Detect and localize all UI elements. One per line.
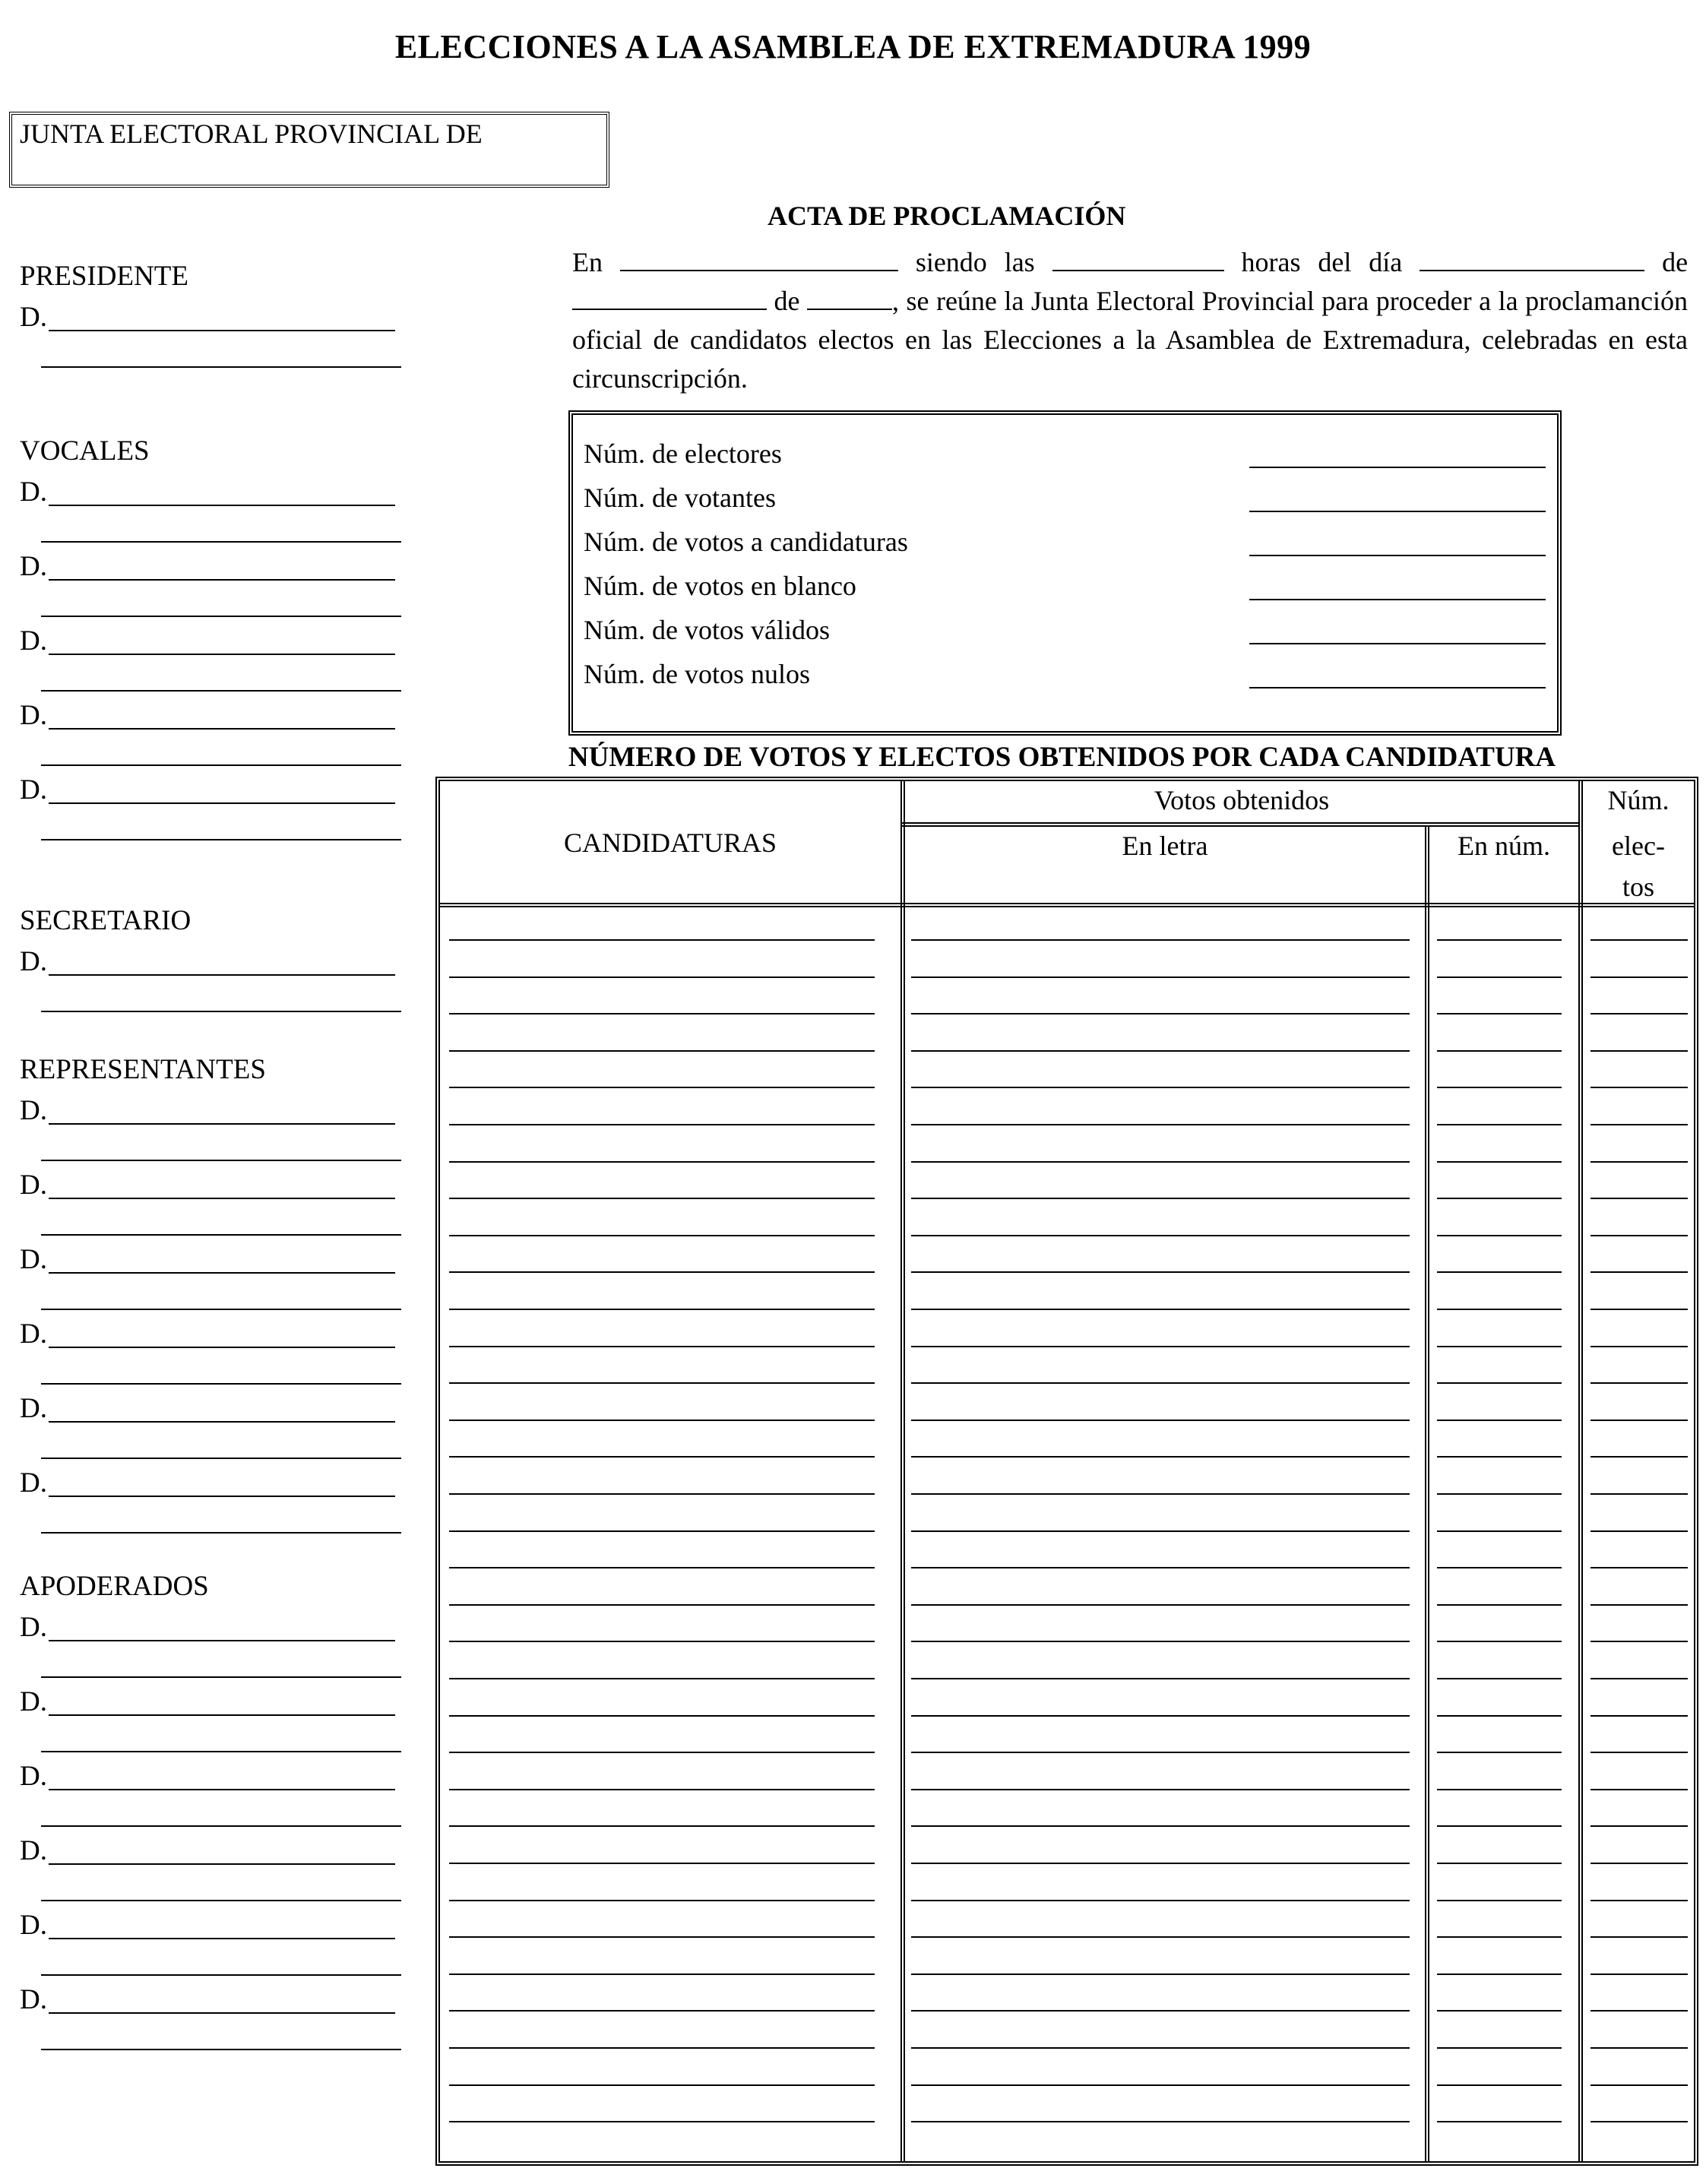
apoderados-name-field-line2[interactable] (41, 2049, 401, 2050)
horas-blank[interactable] (1052, 247, 1224, 271)
row-field-en-letra[interactable] (911, 1715, 1410, 1717)
apoderados-name-label: D. (20, 1761, 47, 1792)
row-field-num-electos[interactable] (1590, 1530, 1688, 1532)
apoderados-name-label: D. (20, 1686, 47, 1717)
acta-word-horas: horas del día (1241, 247, 1403, 277)
acta-title: ACTA DE PROCLAMACIÓN (768, 201, 1126, 231)
row-field-num-electos[interactable] (1590, 976, 1688, 978)
row-field-num-electos[interactable] (1590, 1050, 1688, 1052)
row-field-candidatura[interactable] (449, 1974, 875, 1975)
vocales-name-field[interactable] (49, 505, 395, 506)
acta-word-en: En (572, 247, 603, 277)
row-field-en-letra[interactable] (911, 1235, 1410, 1236)
representantes-name-field-line2[interactable] (41, 1532, 401, 1534)
stat-votos-blanco-field[interactable] (1249, 599, 1546, 600)
vocales-name-field-line2[interactable] (41, 541, 401, 543)
stat-votos-blanco: Núm. de votos en blanco (584, 571, 856, 601)
row-field-num-electos[interactable] (1590, 1825, 1688, 1827)
row-field-en-letra[interactable] (911, 1050, 1410, 1052)
row-field-num-electos[interactable] (1590, 1567, 1688, 1568)
apoderados-name-label: D. (20, 1984, 47, 2015)
row-field-en-num[interactable] (1437, 1420, 1562, 1421)
col-candidaturas: CANDIDATURAS (563, 828, 777, 858)
row-field-num-electos[interactable] (1590, 1752, 1688, 1753)
row-field-en-num[interactable] (1437, 1641, 1562, 1642)
stat-electores-field[interactable] (1249, 467, 1546, 468)
row-field-en-letra[interactable] (911, 1789, 1410, 1790)
apoderados-name-field[interactable] (49, 1789, 395, 1790)
row-field-candidatura[interactable] (449, 1604, 875, 1606)
apoderados-name-field-line2[interactable] (41, 1751, 401, 1752)
lugar-blank[interactable] (620, 247, 898, 271)
vocales-name-field-line2[interactable] (41, 690, 401, 692)
row-field-en-num[interactable] (1437, 1309, 1562, 1310)
row-field-en-num[interactable] (1437, 1863, 1562, 1864)
row-field-en-num[interactable] (1437, 2084, 1562, 2086)
row-field-en-num[interactable] (1437, 1678, 1562, 1679)
apoderados-name-field[interactable] (49, 1938, 395, 1939)
row-field-en-letra[interactable] (911, 1678, 1410, 1679)
row-field-en-letra[interactable] (911, 2010, 1410, 2011)
row-field-en-num[interactable] (1437, 1825, 1562, 1827)
representantes-name-field-line2[interactable] (41, 1309, 401, 1310)
row-field-candidatura[interactable] (449, 1900, 875, 1901)
row-field-en-num[interactable] (1437, 1161, 1562, 1163)
row-field-en-letra[interactable] (911, 1198, 1410, 1199)
row-field-en-letra[interactable] (911, 1420, 1410, 1421)
row-field-num-electos[interactable] (1590, 2047, 1688, 2049)
col-en-letra: En letra (1122, 831, 1208, 861)
secretario-name-field[interactable] (49, 974, 395, 976)
row-field-candidatura[interactable] (449, 1013, 875, 1014)
row-field-candidatura[interactable] (449, 1309, 875, 1310)
row-field-num-electos[interactable] (1590, 2084, 1688, 2086)
row-field-en-letra[interactable] (911, 2121, 1410, 2122)
row-field-en-num[interactable] (1437, 1936, 1562, 1938)
row-field-candidatura[interactable] (449, 1863, 875, 1864)
secretario-name-field-line2[interactable] (41, 1011, 401, 1012)
row-field-en-num[interactable] (1437, 1493, 1562, 1495)
row-field-en-letra[interactable] (911, 1567, 1410, 1568)
row-field-en-num[interactable] (1437, 1752, 1562, 1753)
row-field-candidatura[interactable] (449, 976, 875, 978)
row-field-candidatura[interactable] (449, 1087, 875, 1088)
row-field-candidatura[interactable] (449, 1346, 875, 1347)
document-title: ELECCIONES A LA ASAMBLEA DE EXTREMADURA 1999 (394, 28, 1312, 65)
presidente-name-label: D. (20, 302, 47, 333)
heading-apoderados: APODERADOS (20, 1571, 209, 1602)
apoderados-name-field-line2[interactable] (41, 1900, 401, 1901)
apoderados-name-label: D. (20, 1910, 47, 1941)
row-field-en-letra[interactable] (911, 1346, 1410, 1347)
apoderados-name-label: D. (20, 1835, 47, 1866)
row-field-candidatura[interactable] (449, 1456, 875, 1458)
acta-text-rest: , se reúne la Junta Electoral Provincial para proceder a la proclamanción oficial de candidatos electos en las Elecciones a la Asamblea de Extremadura, celebradas en esta circunscripción. (572, 286, 1688, 394)
row-field-en-letra[interactable] (911, 939, 1410, 941)
row-field-candidatura[interactable] (449, 939, 875, 941)
vocales-name-field[interactable] (49, 728, 395, 730)
vocales-name-label: D. (20, 700, 47, 731)
row-field-num-electos[interactable] (1590, 1161, 1688, 1163)
row-field-en-letra[interactable] (911, 1493, 1410, 1495)
stat-votos-nulos-field[interactable] (1249, 687, 1546, 688)
row-field-en-letra[interactable] (911, 1604, 1410, 1606)
row-field-candidatura[interactable] (449, 1825, 875, 1827)
row-field-num-electos[interactable] (1590, 1271, 1688, 1273)
row-field-en-letra[interactable] (911, 1936, 1410, 1938)
row-field-en-num[interactable] (1437, 1789, 1562, 1790)
apoderados-name-field[interactable] (49, 1640, 395, 1641)
row-field-candidatura[interactable] (449, 1567, 875, 1568)
row-field-candidatura[interactable] (449, 1715, 875, 1717)
apoderados-name-field[interactable] (49, 2012, 395, 2014)
row-field-en-letra[interactable] (911, 2084, 1410, 2086)
header-subline (900, 822, 1578, 827)
row-field-en-letra[interactable] (911, 1863, 1410, 1864)
row-field-en-num[interactable] (1437, 1456, 1562, 1458)
vocales-name-label: D. (20, 476, 47, 508)
representantes-name-field[interactable] (49, 1347, 395, 1348)
heading-vocales: VOCALES (20, 435, 150, 467)
col-sep-3 (1578, 781, 1583, 2161)
row-field-en-letra[interactable] (911, 976, 1410, 978)
row-field-num-electos[interactable] (1590, 2121, 1688, 2122)
stat-votantes: Núm. de votantes (584, 483, 776, 513)
row-field-en-num[interactable] (1437, 1604, 1562, 1606)
row-field-candidatura[interactable] (449, 1752, 875, 1753)
row-field-candidatura[interactable] (449, 2084, 875, 2086)
representantes-name-field-line2[interactable] (41, 1458, 401, 1459)
row-field-en-letra[interactable] (911, 1124, 1410, 1125)
row-field-en-num[interactable] (1437, 939, 1562, 941)
row-field-en-letra[interactable] (911, 1271, 1410, 1273)
representantes-name-field[interactable] (49, 1496, 395, 1497)
row-field-en-num[interactable] (1437, 976, 1562, 978)
row-field-num-electos[interactable] (1590, 1124, 1688, 1125)
row-field-num-electos[interactable] (1590, 1974, 1688, 1975)
anio-blank[interactable] (807, 286, 892, 310)
row-field-en-num[interactable] (1437, 2121, 1562, 2122)
row-field-num-electos[interactable] (1590, 2010, 1688, 2011)
representantes-name-label: D. (20, 1244, 47, 1275)
secretario-name-label: D. (20, 946, 47, 977)
row-field-en-num[interactable] (1437, 1271, 1562, 1273)
vocales-name-label: D. (20, 774, 47, 806)
row-field-en-letra[interactable] (911, 1013, 1410, 1014)
row-field-en-num[interactable] (1437, 1050, 1562, 1052)
row-field-en-num[interactable] (1437, 1900, 1562, 1901)
row-field-en-letra[interactable] (911, 1641, 1410, 1642)
row-field-en-letra[interactable] (911, 1161, 1410, 1163)
vocales-name-label: D. (20, 625, 47, 657)
row-field-en-letra[interactable] (911, 1900, 1410, 1901)
row-field-en-num[interactable] (1437, 1715, 1562, 1717)
results-table-title: NÚMERO DE VOTOS Y ELECTOS OBTENIDOS POR CADA CANDIDATURA (568, 742, 1556, 773)
acta-word-de2: de (774, 286, 800, 316)
stat-votos-candidaturas-field[interactable] (1249, 555, 1546, 556)
row-field-num-electos[interactable] (1590, 1198, 1688, 1199)
representantes-name-field-line2[interactable] (41, 1234, 401, 1236)
row-field-candidatura[interactable] (449, 1124, 875, 1125)
row-field-num-electos[interactable] (1590, 1493, 1688, 1495)
representantes-name-field[interactable] (49, 1198, 395, 1199)
row-field-num-electos[interactable] (1590, 1936, 1688, 1938)
apoderados-name-field[interactable] (49, 1863, 395, 1865)
row-field-en-num[interactable] (1437, 1530, 1562, 1532)
heading-representantes: REPRESENTANTES (20, 1054, 266, 1085)
mes-blank[interactable] (572, 286, 767, 310)
representantes-name-field[interactable] (49, 1272, 395, 1274)
stat-votos-validos-field[interactable] (1249, 643, 1546, 644)
row-field-candidatura[interactable] (449, 2121, 875, 2122)
col-sep-2 (1425, 825, 1429, 2161)
row-field-candidatura[interactable] (449, 1420, 875, 1421)
representantes-name-label: D. (20, 1393, 47, 1424)
row-field-num-electos[interactable] (1590, 1863, 1688, 1864)
junta-label: JUNTA ELECTORAL PROVINCIAL DE (20, 119, 483, 149)
row-field-num-electos[interactable] (1590, 1604, 1688, 1606)
col-votos-obtenidos: Votos obtenidos (1154, 785, 1330, 815)
row-field-en-num[interactable] (1437, 1974, 1562, 1975)
row-field-en-num[interactable] (1437, 1346, 1562, 1347)
apoderados-name-field-line2[interactable] (41, 1676, 401, 1678)
row-field-en-num[interactable] (1437, 1013, 1562, 1014)
row-field-candidatura[interactable] (449, 1936, 875, 1938)
col-en-num: En núm. (1458, 831, 1550, 861)
stat-electores: Núm. de electores (584, 438, 782, 469)
stat-votos-nulos: Núm. de votos nulos (584, 659, 811, 689)
row-field-en-letra[interactable] (911, 1530, 1410, 1532)
representantes-name-field-line2[interactable] (41, 1160, 401, 1161)
row-field-candidatura[interactable] (449, 1198, 875, 1199)
row-field-num-electos[interactable] (1590, 1900, 1688, 1901)
apoderados-name-label: D. (20, 1612, 47, 1643)
heading-presidente: PRESIDENTE (20, 261, 188, 292)
vocales-name-field-line2[interactable] (41, 839, 401, 840)
stats-box (568, 410, 1562, 736)
row-field-en-num[interactable] (1437, 1198, 1562, 1199)
representantes-name-field-line2[interactable] (41, 1383, 401, 1385)
row-field-candidatura[interactable] (449, 1678, 875, 1679)
representantes-name-label: D. (20, 1095, 47, 1126)
row-field-num-electos[interactable] (1590, 1087, 1688, 1088)
stat-votantes-field[interactable] (1249, 511, 1546, 512)
vocales-name-field[interactable] (49, 802, 395, 804)
row-field-en-num[interactable] (1437, 1124, 1562, 1125)
row-field-en-num[interactable] (1437, 2010, 1562, 2011)
row-field-num-electos[interactable] (1590, 1456, 1688, 1458)
row-field-candidatura[interactable] (449, 1235, 875, 1236)
representantes-name-field[interactable] (49, 1123, 395, 1125)
row-field-candidatura[interactable] (449, 1050, 875, 1052)
row-field-en-letra[interactable] (911, 1309, 1410, 1310)
col-sep-1 (900, 781, 905, 2161)
row-field-num-electos[interactable] (1590, 1715, 1688, 1717)
vocales-name-field-line2[interactable] (41, 764, 401, 766)
row-field-en-letra[interactable] (911, 1825, 1410, 1827)
row-field-num-electos[interactable] (1590, 1678, 1688, 1679)
presidente-name-field[interactable] (49, 330, 395, 331)
apoderados-name-field[interactable] (49, 1714, 395, 1716)
heading-secretario: SECRETARIO (20, 905, 191, 936)
row-field-num-electos[interactable] (1590, 1235, 1688, 1236)
apoderados-name-field-line2[interactable] (41, 1974, 401, 1976)
row-field-candidatura[interactable] (449, 1161, 875, 1163)
vocales-name-field[interactable] (49, 654, 395, 655)
col-num-electos-3: tos (1622, 872, 1654, 902)
row-field-num-electos[interactable] (1590, 1382, 1688, 1384)
row-field-candidatura[interactable] (449, 1271, 875, 1273)
row-field-num-electos[interactable] (1590, 1013, 1688, 1014)
row-field-en-letra[interactable] (911, 1382, 1410, 1384)
col-num-electos-2: elec- (1612, 831, 1665, 861)
row-field-en-num[interactable] (1437, 2047, 1562, 2049)
junta-electoral-field[interactable] (9, 112, 609, 188)
header-bottom-line (440, 903, 1694, 907)
acta-word-siendo: siendo las (915, 247, 1035, 277)
row-field-en-letra[interactable] (911, 1087, 1410, 1088)
representantes-name-label: D. (20, 1467, 47, 1499)
row-field-en-letra[interactable] (911, 2047, 1410, 2049)
row-field-candidatura[interactable] (449, 1641, 875, 1642)
row-field-candidatura[interactable] (449, 1789, 875, 1790)
row-field-en-num[interactable] (1437, 1087, 1562, 1088)
row-field-num-electos[interactable] (1590, 1641, 1688, 1642)
row-field-en-letra[interactable] (911, 1752, 1410, 1753)
row-field-candidatura[interactable] (449, 2010, 875, 2011)
row-field-num-electos[interactable] (1590, 1789, 1688, 1790)
row-field-num-electos[interactable] (1590, 939, 1688, 941)
row-field-candidatura[interactable] (449, 2047, 875, 2049)
row-field-en-num[interactable] (1437, 1235, 1562, 1236)
stat-votos-validos: Núm. de votos válidos (584, 615, 830, 645)
row-field-en-letra[interactable] (911, 1456, 1410, 1458)
row-field-en-num[interactable] (1437, 1567, 1562, 1568)
vocales-name-field[interactable] (49, 579, 395, 581)
representantes-name-field[interactable] (49, 1421, 395, 1423)
results-table (435, 777, 1698, 2166)
row-field-num-electos[interactable] (1590, 1309, 1688, 1310)
dia-blank[interactable] (1420, 247, 1644, 271)
presidente-name-field-line2[interactable] (41, 366, 401, 368)
row-field-en-num[interactable] (1437, 1382, 1562, 1384)
row-field-candidatura[interactable] (449, 1382, 875, 1384)
row-field-candidatura[interactable] (449, 1530, 875, 1532)
row-field-candidatura[interactable] (449, 1493, 875, 1495)
row-field-en-letra[interactable] (911, 1974, 1410, 1975)
row-field-num-electos[interactable] (1590, 1420, 1688, 1421)
stat-votos-candidaturas: Núm. de votos a candidaturas (584, 527, 908, 557)
col-num-electos-1: Núm. (1607, 785, 1670, 815)
acta-paragraph (572, 243, 1688, 398)
representantes-name-label: D. (20, 1318, 47, 1350)
vocales-name-label: D. (20, 551, 47, 582)
representantes-name-label: D. (20, 1170, 47, 1201)
row-field-num-electos[interactable] (1590, 1346, 1688, 1347)
apoderados-name-field-line2[interactable] (41, 1825, 401, 1827)
acta-word-de1: de (1662, 247, 1689, 277)
vocales-name-field-line2[interactable] (41, 616, 401, 617)
